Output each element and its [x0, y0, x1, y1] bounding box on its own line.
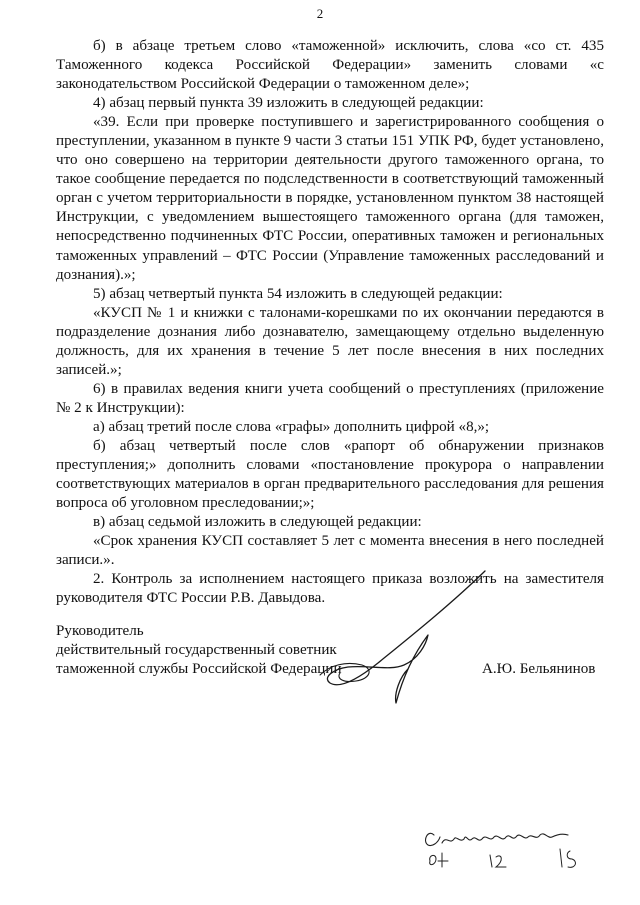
document-body	[56, 37, 604, 608]
position-line: таможенной службы Российской Федерации	[56, 661, 342, 678]
paragraph: 5) абзац четвертый пункта 54 изложить в следующей редакции:	[93, 285, 503, 302]
paragraph: а) абзац третий после слова «графы» дополнить цифрой «8,»;	[93, 418, 490, 435]
handwritten-initials-date	[420, 815, 600, 875]
position-line: действительный государственный советник	[56, 642, 337, 659]
handwritten-signature	[300, 565, 500, 715]
paragraph: 4) абзац первый пункта 39 изложить в следующей редакции:	[93, 95, 484, 112]
paragraph: в) абзац седьмой изложить в следующей редакции:	[93, 514, 422, 531]
signatory-name: А.Ю. Бельянинов	[482, 661, 596, 677]
paragraph: 2. Контроль за исполнением настоящего приказа возложить на заместителя руководителя ФТС России Р.В. Давыдова.	[56, 571, 604, 607]
paragraph: б) в абзаце третьем слово «таможенной» исключить, слова «со ст. 435 Таможенного кодекса Российской Федерации» заменить словами «с законодательством Российской Федерации о таможенном деле»;	[56, 38, 604, 93]
paragraph: 6) в правилах ведения книги учета сообщений о преступлениях (приложение № 2 к Инструкции):	[56, 380, 604, 416]
position-line: Руководитель	[56, 623, 144, 639]
paragraph: «Срок хранения КУСП составляет 5 лет с момента внесения в него последней записи.».	[56, 533, 604, 569]
signatory-position	[56, 622, 342, 679]
paragraph: «КУСП № 1 и книжки с талонами-корешками по их окончании передаются в подразделение дознания либо дознавателю, замещающему отдельно выделенную должность, для их хранения в течение 5 лет после внесения в них последних записей.»;	[56, 304, 604, 378]
paragraph: б) абзац четвертый после слов «рапорт об обнаружении признаков преступления;» дополнить словами «постановление прокурора о направлении соответствующих материалов в орган предварительного расследования для решения вопроса об уголовном преследовании;»;	[56, 437, 604, 512]
page-number: 2	[316, 6, 324, 21]
paragraph: «39. Если при проверке поступившего и зарегистрированного сообщения о преступлении, указанном в пункте 9 части 3 статьи 151 УПК РФ, будет установлено, что оно совершено на территории деятельности другого таможенного органа, то такое сообщение передается по подследственности в соответствующий таможенный орган с учетом территориальности в порядке, установленном пунктом 38 настоящей Инструкции, с уведомлением вышестоящего таможенного органа (для таможен, непосредственно подчиненных ФТС России, оперативных таможен и региональных таможенных управлений – ФТС России (Управление таможенных расследований и дознания).»;	[56, 114, 604, 283]
